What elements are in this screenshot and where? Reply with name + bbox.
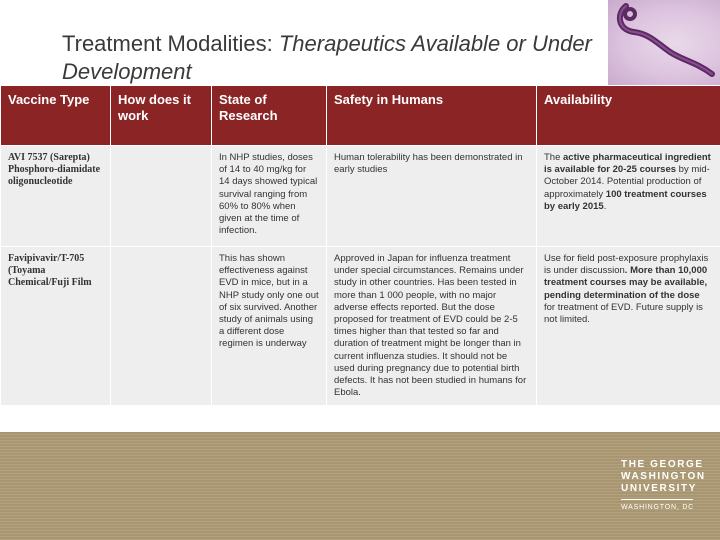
ebola-virus-image xyxy=(608,0,720,86)
cell-state-of-research: In NHP studies, doses of 14 to 40 mg/kg for 14 days showed typical survival ranging from 60% to 80% when given at the time of infection. xyxy=(212,146,327,247)
footer-band xyxy=(0,432,720,540)
table-row xyxy=(1,247,720,406)
cell-safety-in-humans: Human tolerability has been demonstrated in early studies xyxy=(327,146,537,247)
availability-bold: 100 treatment courses by early 2015 xyxy=(544,188,707,212)
availability-text: The xyxy=(544,152,564,163)
availability-bold: active pharmaceutical ingredient is available for 20-25 courses xyxy=(544,152,711,176)
ebola-virus-graphic xyxy=(608,0,720,86)
logo-divider xyxy=(621,499,693,500)
table-row xyxy=(1,146,720,247)
logo-city: WASHINGTON, DC xyxy=(621,504,695,511)
header-safety-in-humans: Safety in Humans xyxy=(327,86,537,146)
availability-text: Use for field post-exposure prophylaxis is under discussion xyxy=(544,253,709,277)
table-header-row xyxy=(1,86,720,146)
logo-line-2: WASHINGTON xyxy=(621,471,706,482)
slide-title-italic: Therapeutics Available or Under Development xyxy=(62,31,592,84)
header-availability: Availability xyxy=(537,86,720,146)
availability-text: . xyxy=(603,200,607,212)
header-vaccine-type: Vaccine Type xyxy=(1,86,111,146)
cell-vaccine-type: Favipivavir/T-705 (Toyama Chemical/Fuji Film xyxy=(1,247,111,406)
therapeutics-table xyxy=(0,85,720,406)
cell-how-does-it-work xyxy=(111,247,212,406)
slide-title-plain: Treatment Modalities: xyxy=(62,31,279,56)
cell-state-of-research: This has shown effectiveness against EVD in mice, but in a NHP study only one out of six survived. Another study of animals using a different dose regimen is underway xyxy=(212,247,327,406)
cell-vaccine-type: AVI 7537 (Sarepta) Phosphoro-diamidate oligonucleotide xyxy=(1,146,111,247)
logo-line-3: UNIVERSITY xyxy=(621,483,698,494)
slide-title xyxy=(62,30,602,86)
header-state-of-research: State of Research xyxy=(212,86,327,146)
cell-how-does-it-work xyxy=(111,146,212,247)
logo-line-1: THE GEORGE xyxy=(621,459,704,470)
cell-availability xyxy=(537,146,720,247)
availability-text: by mid-October 2014. Potential production of approximately xyxy=(544,164,710,200)
header-how-does-it-work: How does it work xyxy=(111,86,212,146)
gwu-logo xyxy=(621,459,706,512)
availability-text: for treatment of EVD. Future supply is not limited. xyxy=(544,301,703,326)
availability-bold: . More than 10,000 treatment courses may be available, pending determination of the dose xyxy=(544,265,708,301)
cell-availability xyxy=(537,247,720,406)
cell-safety-in-humans: Approved in Japan for influenza treatment under special circumstances. Remains under study in other countries. Has been tested in more than 1 000 people, with no major adverse effects reported. But the dose proposed for treatment of EVD could be 2-5 times higher than that tested so far and duration of treatment might be longer than in current influenza studies. It should not be used during pregnancy due to potential birth defects. It has not been studied in humans for Ebola. xyxy=(327,247,537,406)
